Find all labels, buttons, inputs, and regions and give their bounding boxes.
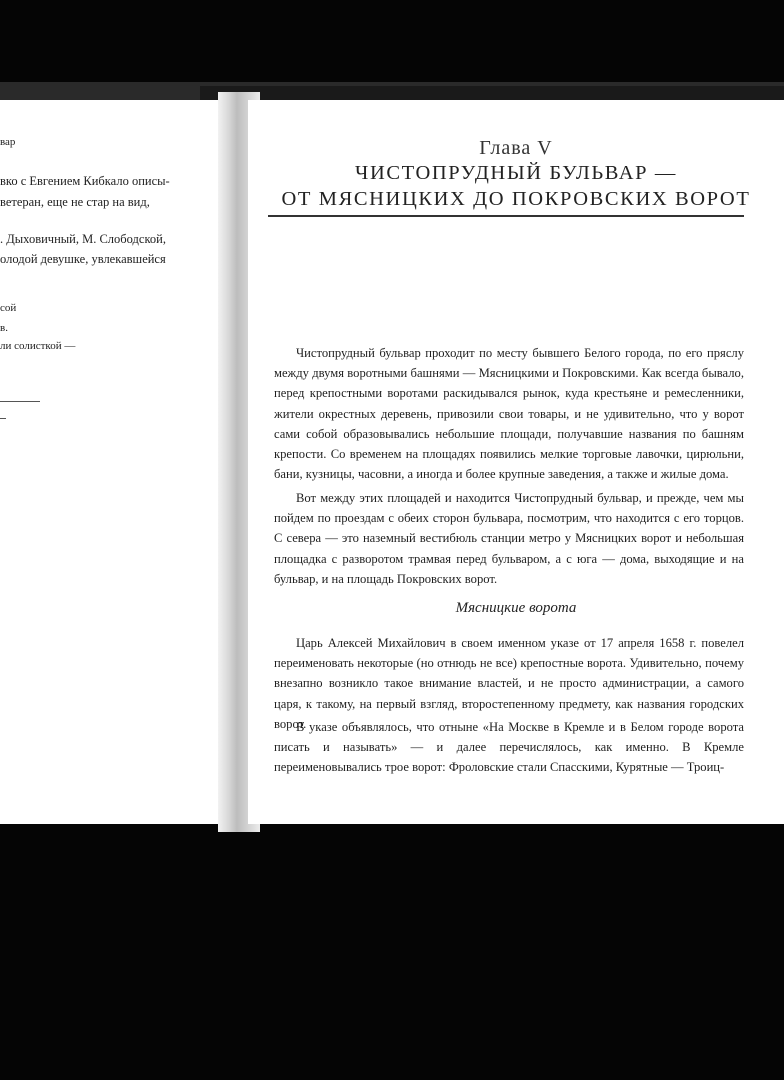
chapter-title-line-2: ОТ МЯСНИЦКИХ ДО ПОКРОВСКИХ ВОРОТ <box>281 188 751 210</box>
left-page-line: олодой девушке, увлекавшейся <box>0 252 166 266</box>
left-page-line: вко с Евгением Кибкало описы- <box>0 174 170 188</box>
footnote-mark <box>0 418 6 419</box>
paragraph: В указе объявлялось, что отныне «На Москве в Кремле и в Белом городе ворота писать и называть» — и далее перечислялось, как именно. В Кремле переименовывались трое ворот: Фроловские стали Спасскими, Курятные — Троиц- <box>274 720 744 775</box>
book-spine-edge <box>0 82 784 100</box>
section-subheading: Мясницкие ворота <box>455 600 577 616</box>
paragraph: Царь Алексей Михайлович в своем именном указе от 17 апреля 1658 г. повелел переименовать некоторые (но отнюдь не все) крепостные ворота. Удивительно, почему внезапно возникло такое внимание властей, и не просто администрации, а самого царя, к такому, на первый взгляд, второстепенному предмету, как названия городских ворот. <box>274 636 744 731</box>
paragraph: Вот между этих площадей и находится Чистопрудный бульвар, и прежде, чем мы пойдем по проездам с обеих сторон бульвара, посмотрим, что находится с его торцов. С севера — это наземный вестибюль станции метро у Мясницких ворот и небольшая площадка с разворотом трамвая перед бульваром, а с юга — дома, выходящие и на бульвар, и на площадь Покровских ворот. <box>274 491 744 586</box>
left-page-line: ветеран, еще не стар на вид, <box>0 195 150 209</box>
footnote-rule <box>0 401 40 402</box>
chapter-title-line-1: ЧИСТОПРУДНЫЙ БУЛЬВАР — <box>355 162 677 184</box>
left-page-running-head: вар <box>0 136 16 148</box>
title-underline <box>268 215 744 217</box>
right-page <box>248 100 784 824</box>
left-page-line: в. <box>0 322 8 334</box>
left-page <box>0 100 218 824</box>
paragraph: Чистопрудный бульвар проходит по месту бывшего Белого города, по его пряслу между двумя воротными башнями — Мясницкими и Покровскими. Как всегда бывало, перед крепостными воротами раскидывался рынок, куда крестьяне и ремесленники, жители окрестных деревень, привозили свои товары, и не удивительно, что у ворот сами собой образовывались небольшие площади, получавшие названия по башням крепости. Со временем на площадях появились мелкие торговые лавочки, цирюльни, бани, кузницы, часовни, а иногда и более крупные заведения, а также и жилые дома. <box>274 346 744 482</box>
left-page-line: сой <box>0 302 17 314</box>
chapter-number: Глава V <box>479 137 553 159</box>
left-page-line: . Дыховичный, М. Слободской, <box>0 232 166 246</box>
left-page-line: ли солисткой — <box>0 340 76 352</box>
